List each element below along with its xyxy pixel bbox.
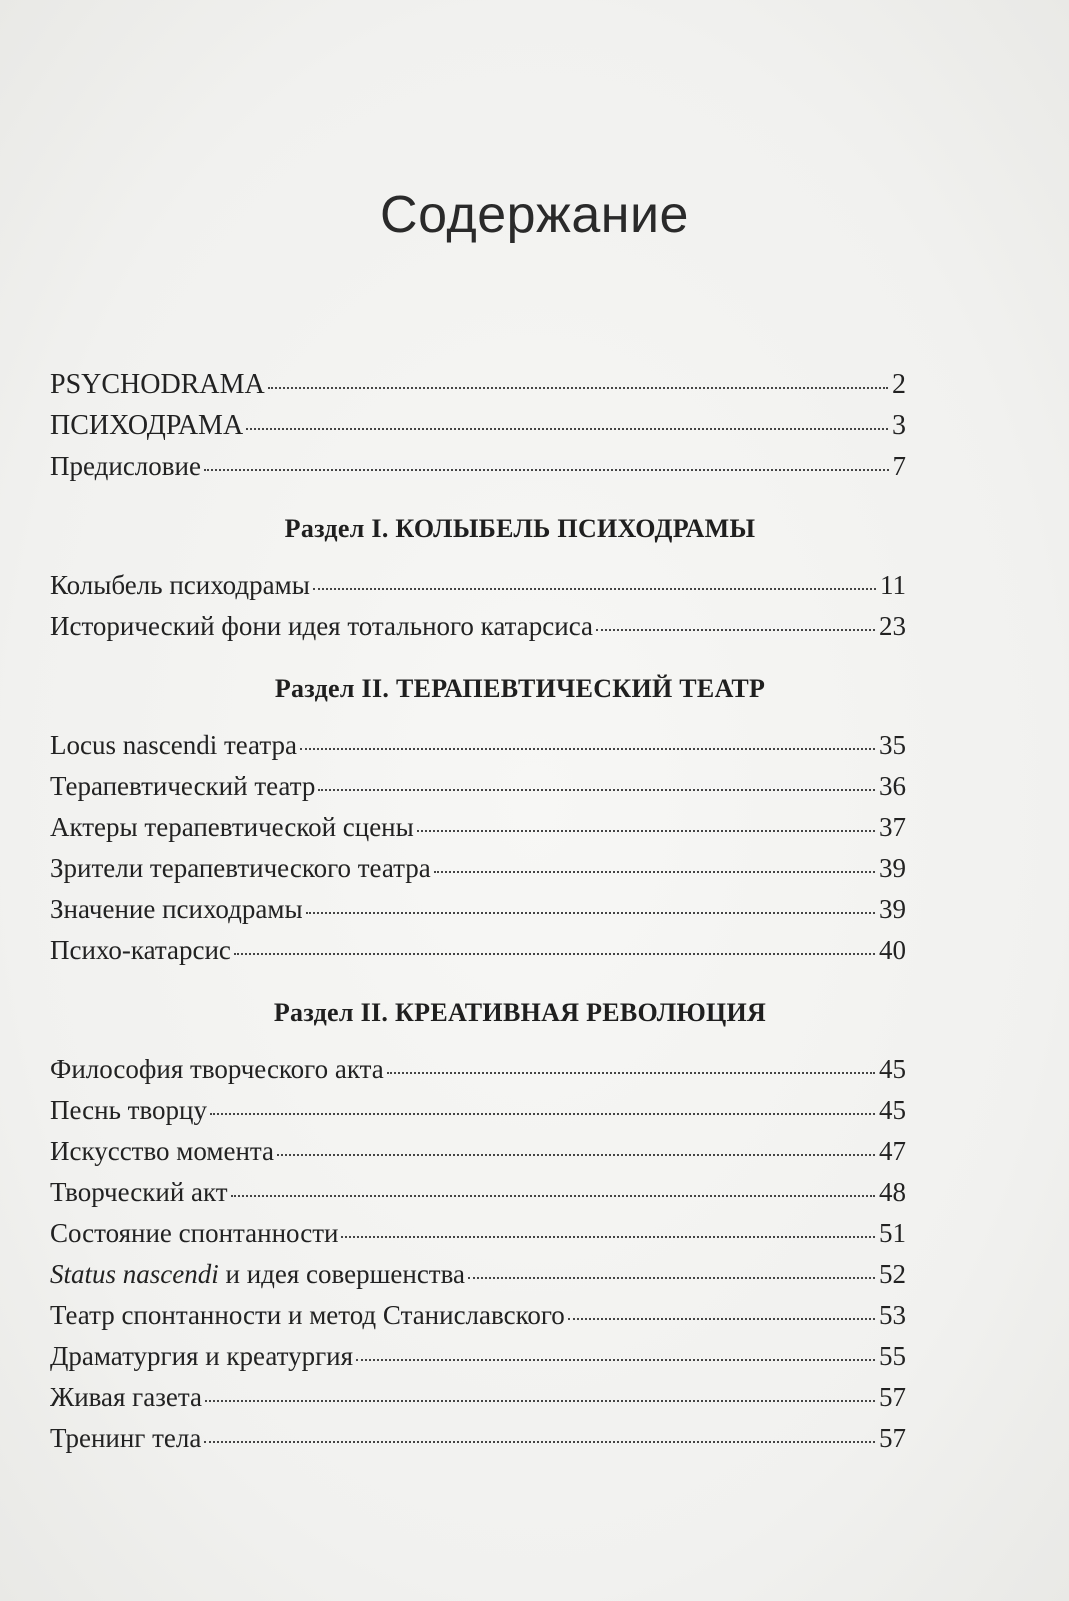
dot-leader: [246, 427, 888, 430]
toc-entry: [50, 1377, 906, 1418]
dot-leader: [596, 628, 875, 631]
toc-entry-label: Зрители терапевтического театра: [50, 853, 431, 883]
toc-entry: [50, 1131, 906, 1172]
toc-entry-label: Тренинг тела: [50, 1423, 202, 1453]
toc-entry: [50, 1336, 906, 1377]
toc-entry-label: PSYCHODRAMA: [50, 369, 265, 400]
toc-entry-label: Философия творческого акта: [50, 1054, 384, 1084]
dot-leader: [234, 952, 875, 955]
toc-entry-page: 51: [879, 1218, 906, 1248]
toc-entry: [50, 1049, 906, 1090]
page-title: Содержание: [380, 185, 689, 244]
toc-entry-page: 53: [879, 1300, 906, 1330]
toc-entry-page: 57: [879, 1423, 906, 1453]
toc-entry-page: 35: [879, 730, 906, 760]
toc-entry: [50, 405, 906, 446]
section-heading: [50, 653, 906, 725]
toc-entry: [50, 1090, 906, 1131]
dot-leader: [210, 1112, 875, 1115]
toc-entry-page: 48: [879, 1177, 906, 1207]
toc-entry-label: Драматургия и креатургия: [50, 1341, 354, 1371]
toc-entry-label: Значение психодрамы: [50, 894, 303, 924]
toc-entry-page: 40: [879, 935, 906, 965]
dot-leader: [204, 1440, 875, 1443]
dot-leader: [568, 1317, 875, 1320]
dot-leader: [356, 1358, 875, 1361]
toc-entry-page: 47: [879, 1136, 906, 1166]
toc-entry-page: 39: [879, 853, 906, 883]
toc-entry-label: Терапевтический театр: [50, 771, 316, 801]
dot-leader: [204, 468, 889, 471]
dot-leader: [318, 788, 875, 791]
toc-entry: [50, 766, 906, 807]
toc-entry-page: 7: [892, 451, 906, 481]
toc-entry: [50, 364, 906, 405]
section-heading-text: Раздел I. КОЛЫБЕЛЬ ПСИХОДРАМЫ: [284, 514, 756, 543]
dot-leader: [205, 1399, 875, 1402]
toc-entry-page: 11: [880, 570, 906, 600]
toc-entry-label: [50, 1254, 465, 1295]
toc-entry-label: Актеры терапевтической сцены: [50, 812, 414, 842]
dot-leader: [387, 1071, 875, 1074]
toc-entry-label: Творческий акт: [50, 1177, 228, 1207]
toc-entry-page: 36: [879, 771, 906, 801]
section-heading: [50, 977, 906, 1049]
dot-leader: [306, 911, 875, 914]
toc-entry-page: 45: [879, 1054, 906, 1084]
toc-entry-label: Предисловие: [50, 451, 201, 481]
toc-entry-page: 39: [879, 894, 906, 924]
dot-leader: [300, 747, 875, 750]
toc-entry-label: Театр спонтанности и метод Станиславского: [50, 1300, 565, 1330]
toc-entry-page: 55: [879, 1341, 906, 1371]
toc-entry: [50, 807, 906, 848]
toc-entry-label: Психо-катарсис: [50, 935, 231, 965]
toc-entry-label: Исторический фони идея тотального катарсиса: [50, 611, 594, 641]
toc-entry: [50, 1254, 906, 1295]
toc-entry: [50, 606, 906, 647]
toc-entry: [50, 1172, 906, 1213]
toc-entry-label: Колыбель психодрамы: [50, 570, 310, 600]
toc-entry: [50, 848, 906, 889]
section-heading-text: Раздел II. КРЕАТИВНАЯ РЕВОЛЮЦИЯ: [273, 998, 767, 1027]
toc-entry-label: Искусство момента: [50, 1136, 275, 1166]
dot-leader: [434, 870, 875, 873]
toc-entry-page: 57: [879, 1382, 906, 1412]
toc-entry: [50, 565, 906, 606]
toc-entry-page: 23: [879, 611, 906, 641]
toc-entry-page: 45: [879, 1095, 906, 1125]
toc-entry-page: 52: [879, 1259, 906, 1289]
toc-entry: [50, 725, 906, 766]
dot-leader: [341, 1235, 875, 1238]
section-heading-text: Раздел II. ТЕРАПЕВТИЧЕСКИЙ ТЕАТР: [274, 674, 766, 703]
toc-entry-label: Locus nascendi театра: [50, 730, 297, 760]
toc-entry-page: 3: [892, 410, 906, 441]
section-heading: [50, 493, 906, 565]
dot-leader: [231, 1194, 875, 1197]
toc-entry: [50, 1213, 906, 1254]
toc-entry: [50, 1418, 906, 1459]
toc-entry-page: 2: [892, 369, 906, 400]
toc-entry: [50, 446, 906, 487]
toc-entry: [50, 889, 906, 930]
toc-entry-label-italic: Status nascendi: [50, 1259, 219, 1289]
toc-entry-page: 37: [879, 812, 906, 842]
dot-leader: [313, 587, 876, 590]
dot-leader: [268, 386, 888, 389]
toc-entry-label-rest: и идея совершенства: [218, 1259, 465, 1289]
toc-entry: [50, 1295, 906, 1336]
toc-entry-label: ПСИХОДРАМА: [50, 410, 244, 441]
toc-entry-label: Состояние спонтанности: [50, 1218, 339, 1248]
toc-entry: [50, 930, 906, 971]
dot-leader: [277, 1153, 875, 1156]
toc-entry-label: Живая газета: [50, 1382, 203, 1412]
dot-leader: [468, 1276, 875, 1279]
table-of-contents: [50, 364, 906, 1459]
toc-entry-label: Песнь творцу: [50, 1095, 207, 1125]
dot-leader: [417, 829, 875, 832]
